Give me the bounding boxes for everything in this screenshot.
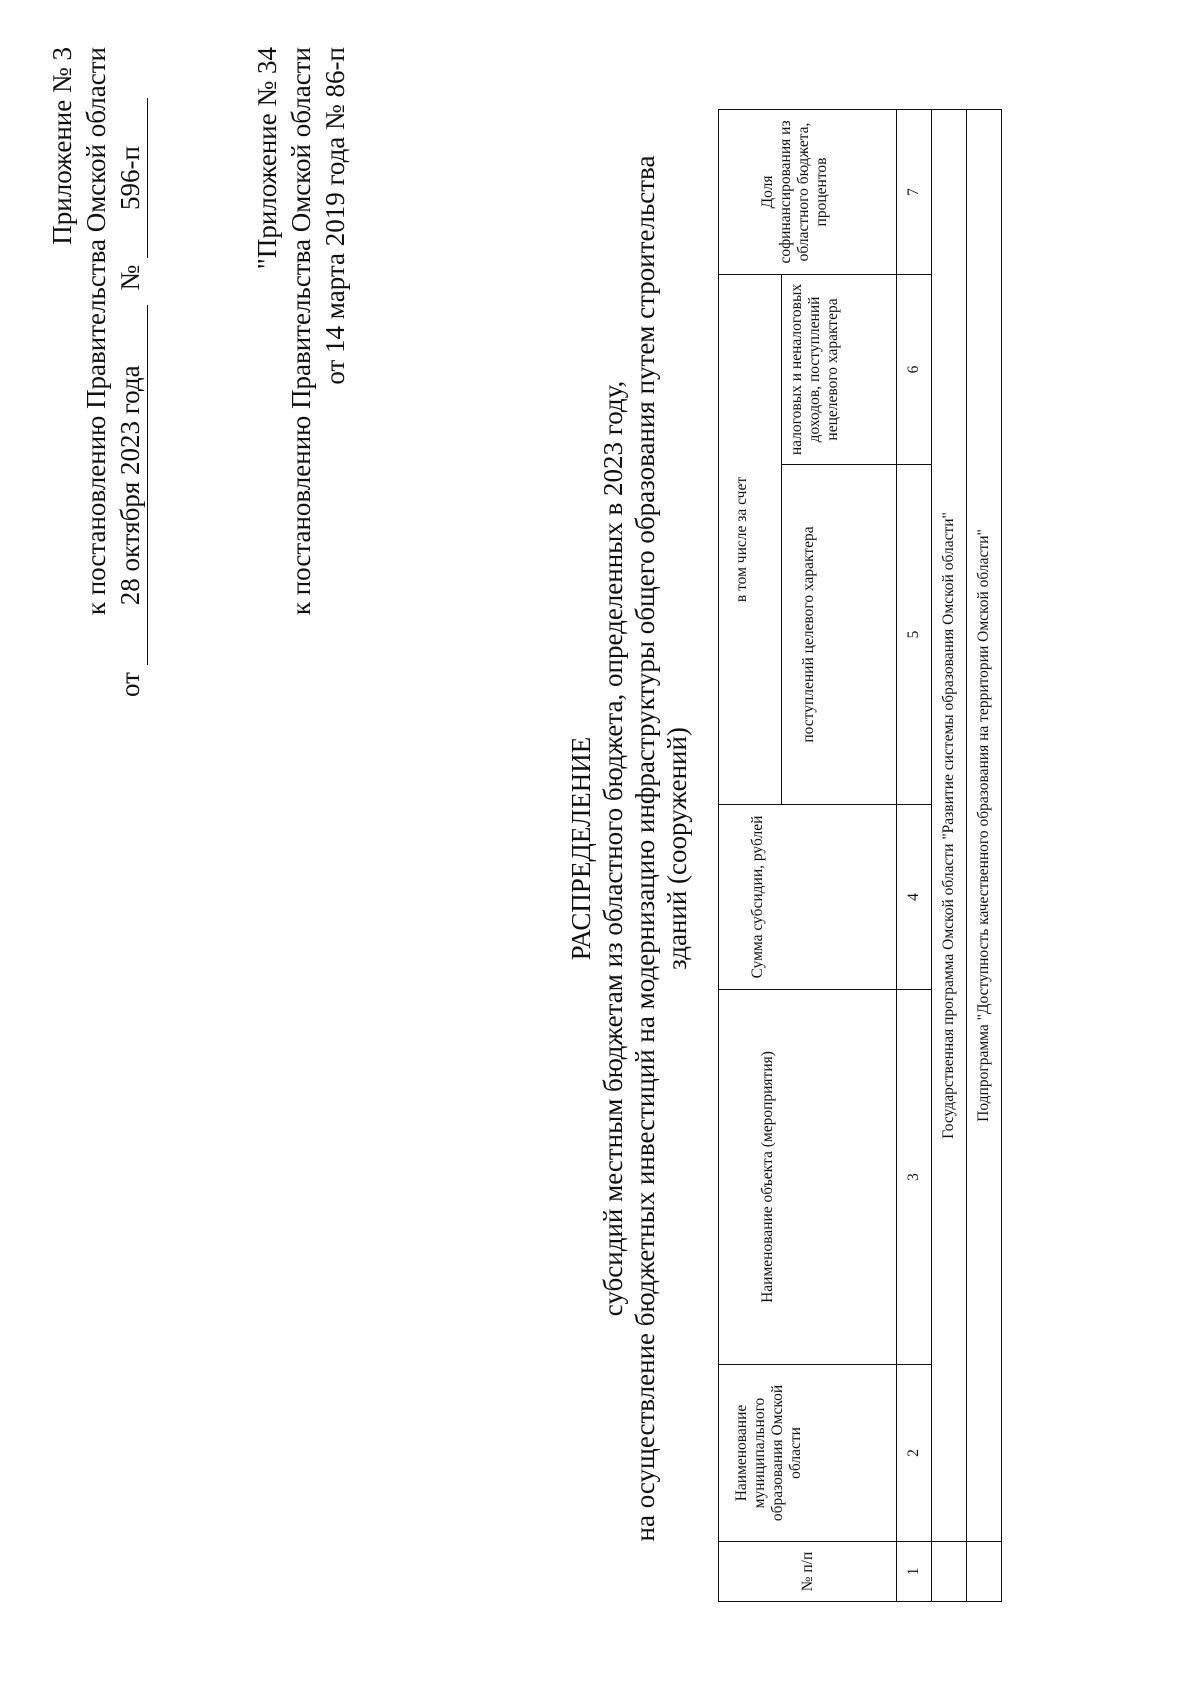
state-program-title: Государственная программа Омской области "Развитие системы образования Омской области" (932, 109, 967, 1541)
column-number: 4 (897, 805, 932, 990)
program-row (932, 109, 967, 1601)
decree-reference: к постановлению Правительства Омской области (81, 47, 111, 616)
number-label: № (115, 264, 145, 291)
appendix-number: Приложение № 3 (47, 47, 77, 245)
appendix-header-old (250, 47, 352, 697)
subprogram-title: Подпрограмма "Доступность качественного образования на территории Омской области" (967, 109, 1002, 1541)
column-number: 5 (897, 465, 932, 805)
col-header-targeted: поступлений целевого характера (782, 465, 897, 805)
from-label: от (115, 672, 145, 697)
col-header-tax: налоговых и неналоговых доходов, поступлений нецелевого характера (782, 274, 897, 464)
col-header-object: Наименование объекта (мероприятия) (719, 990, 897, 1365)
column-number: 3 (897, 990, 932, 1365)
subprogram-row (967, 109, 1002, 1601)
col-header-sum: Сумма субсидии, рублей (719, 805, 897, 990)
column-number: 1 (897, 1542, 932, 1602)
decree-number: 596-п (113, 98, 148, 258)
appendix-header-new (45, 47, 148, 697)
col-header-municipality: Наименование муниципального образования Омской области (719, 1365, 897, 1542)
subprogram-row-blank (967, 1542, 1002, 1602)
document-title (565, 0, 693, 1697)
title-heading: РАСПРЕДЕЛЕНИЕ (566, 736, 596, 961)
title-line-3: зданий (сооружений) (662, 727, 692, 970)
original-appendix-number: "Приложение № 34 (252, 47, 282, 270)
column-number: 2 (897, 1365, 932, 1542)
col-header-including: в том числе за счет (719, 274, 782, 804)
col-header-no: № п/п (719, 1542, 897, 1602)
distribution-table (718, 109, 1002, 1602)
title-line-1: субсидий местным бюджетам из областного бюджета, определенных в 2023 году, (598, 380, 628, 1317)
table-header-row (719, 109, 782, 1601)
column-number: 7 (897, 109, 932, 274)
original-decree-date: от 14 марта 2019 года № 86-п (320, 47, 350, 385)
decree-date: 28 октября 2023 года (113, 305, 148, 665)
title-line-2: на осуществление бюджетных инвестиций на модернизацию инфраструктуры общего образования путем строительства (630, 155, 660, 1542)
decree-date-line (113, 47, 148, 697)
program-row-blank (932, 1542, 967, 1602)
original-decree-reference: к постановлению Правительства Омской области (286, 47, 316, 616)
column-number: 6 (897, 274, 932, 464)
col-header-share: Доля софинансирования из областного бюджета, процентов (719, 109, 897, 274)
column-number-row (897, 109, 932, 1601)
